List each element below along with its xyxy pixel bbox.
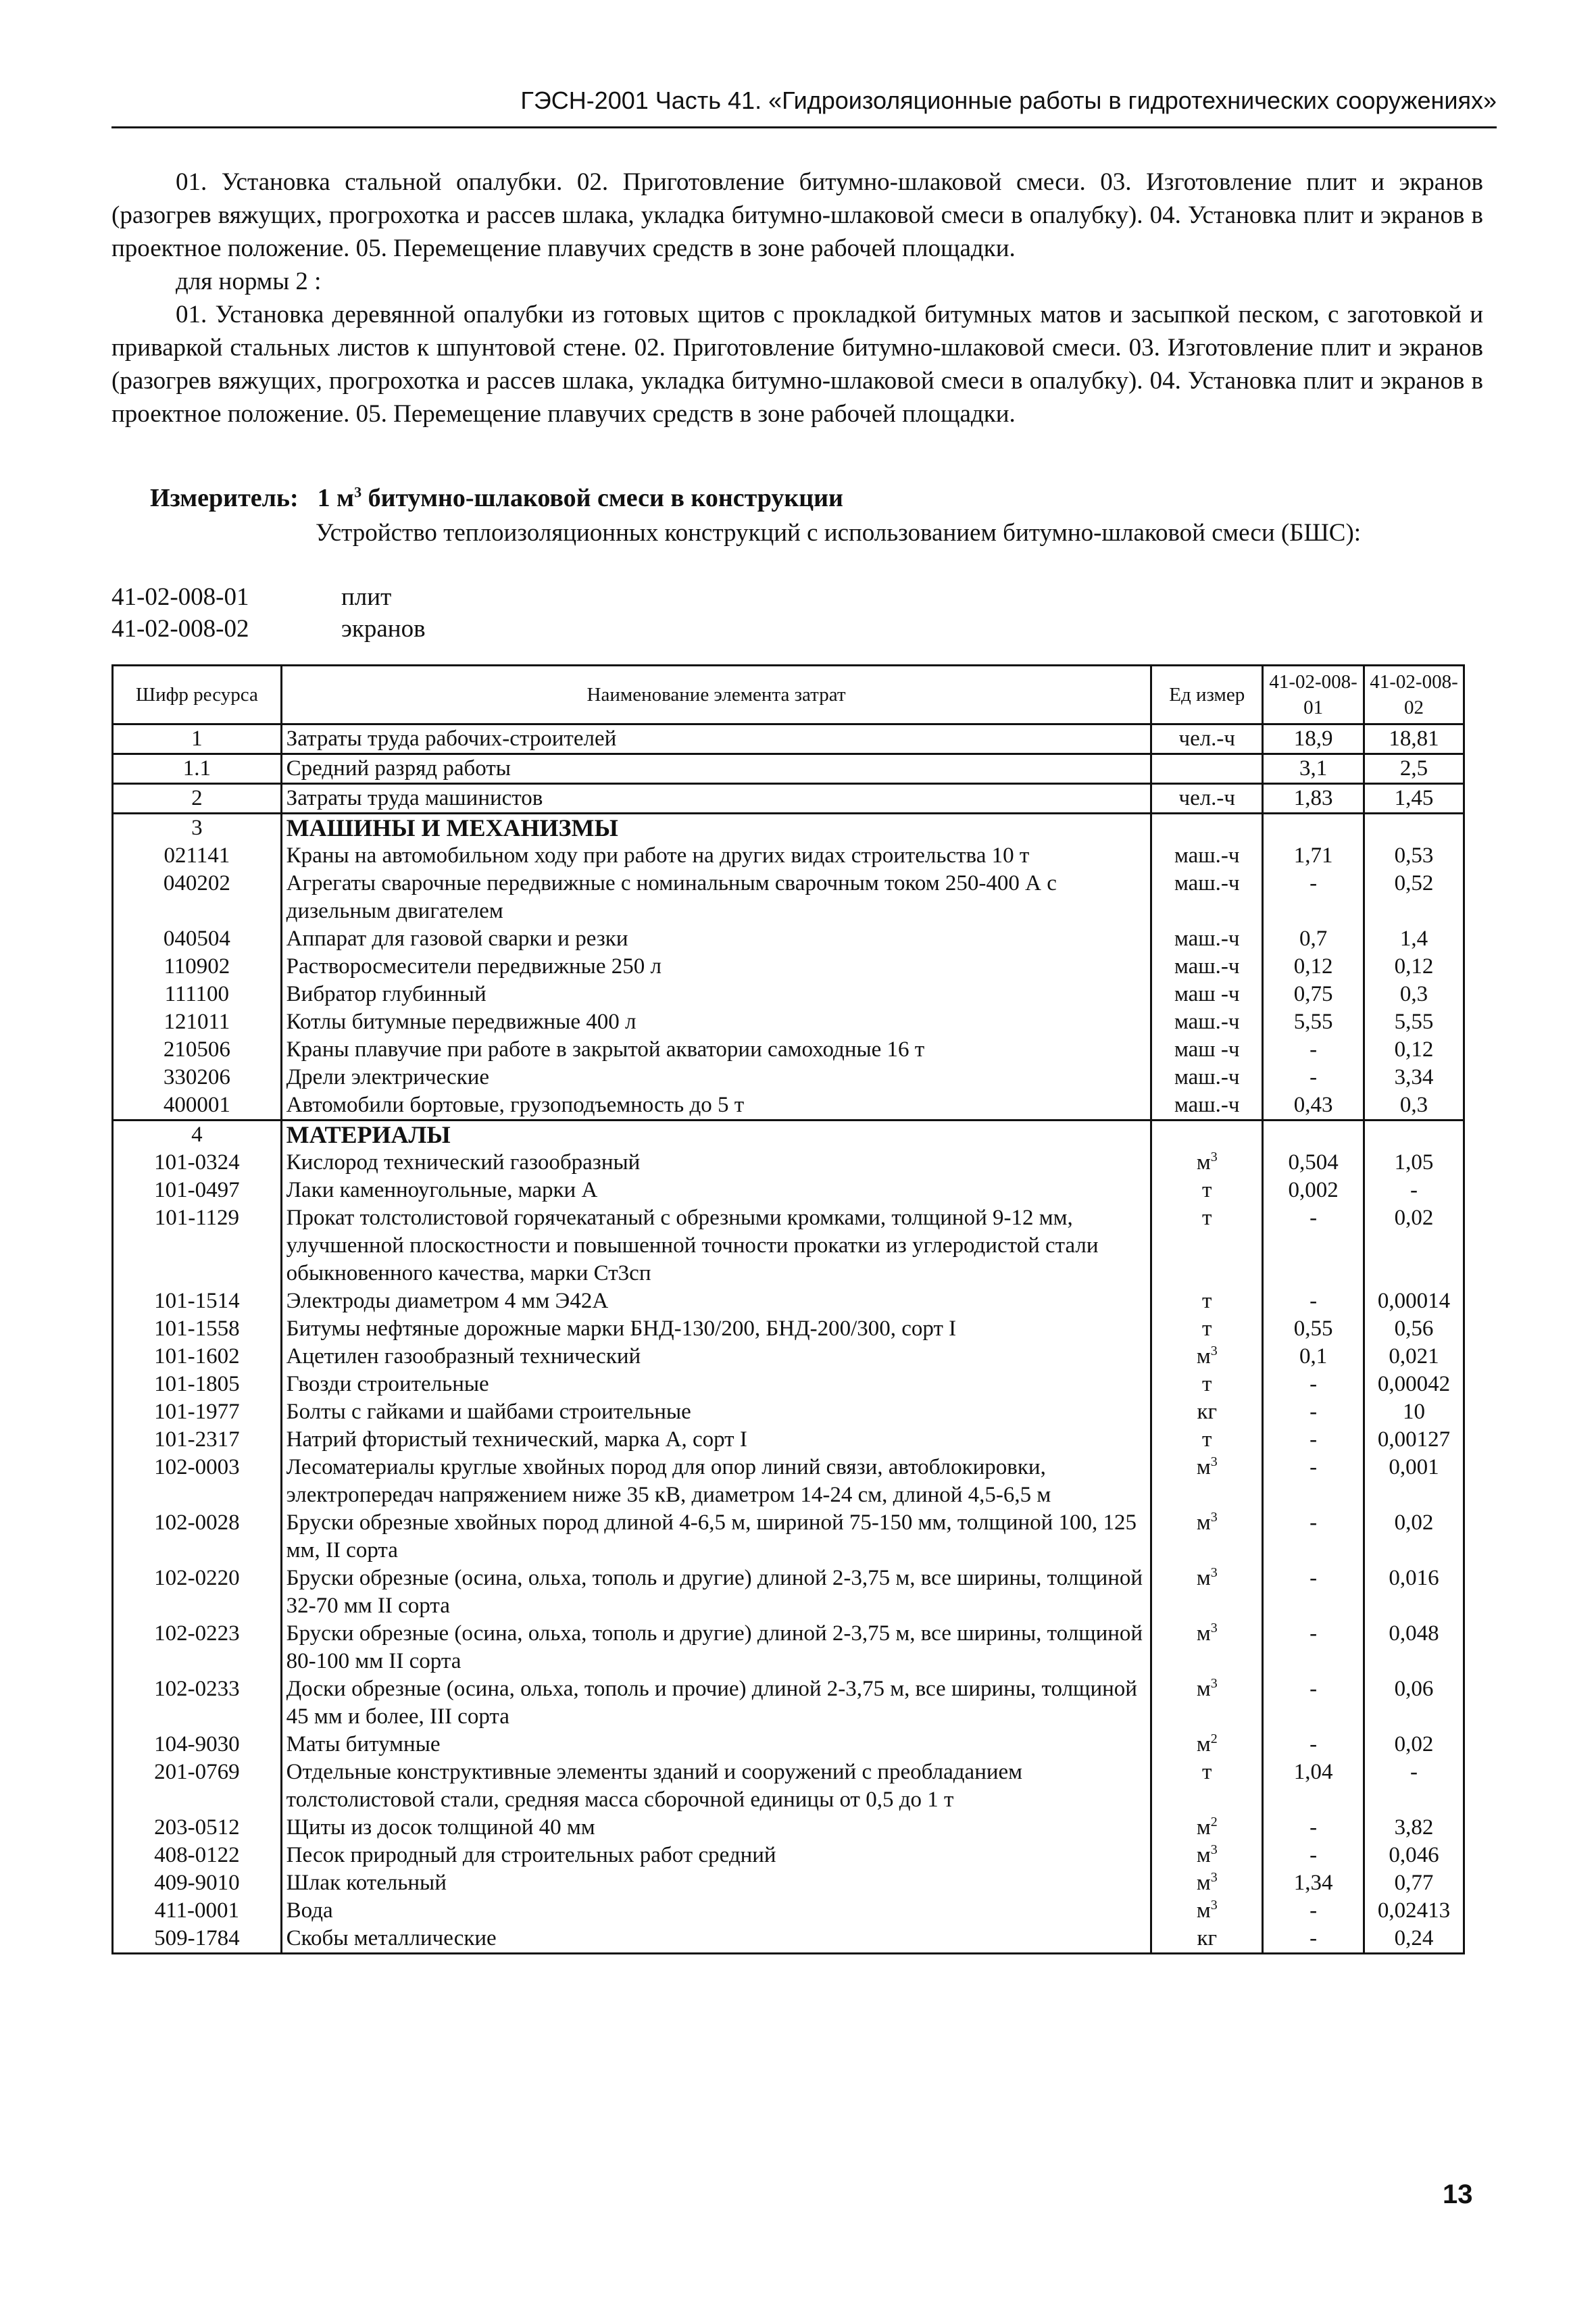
table-row — [113, 724, 1464, 754]
norm-2-value: 1,45 — [1364, 784, 1464, 814]
resource-name: Дрели электрические — [281, 1064, 1151, 1091]
norm-1-value: - — [1263, 1398, 1364, 1426]
norm-1-value: - — [1263, 1426, 1364, 1454]
norm-1-value: - — [1263, 870, 1364, 925]
norm-1-value — [1263, 814, 1364, 843]
table-row — [113, 953, 1464, 981]
table-row — [113, 1371, 1464, 1398]
resource-code: 102-0003 — [113, 1454, 282, 1509]
resource-name: Битумы нефтяные дорожные марки БНД-130/200, БНД-200/300, сорт I — [281, 1315, 1151, 1343]
norm-1-value: - — [1263, 1565, 1364, 1620]
resource-unit: маш -ч — [1151, 981, 1263, 1008]
norm-code-row — [111, 613, 426, 645]
measure-unit — [150, 483, 843, 513]
norm-1-value: - — [1263, 1287, 1364, 1315]
resource-unit: $м^3$ — [1151, 1509, 1263, 1565]
resource-name: Котлы битумные передвижные 400 л — [281, 1008, 1151, 1036]
norm-1-value: - — [1263, 1620, 1364, 1675]
table-row — [113, 1287, 1464, 1315]
table-row — [113, 784, 1464, 814]
resource-unit — [1151, 814, 1263, 843]
resource-code: 101-1129 — [113, 1204, 282, 1287]
resource-name: Лаки каменноугольные, марки А — [281, 1177, 1151, 1204]
resource-unit: $м^3$ — [1151, 1675, 1263, 1731]
resource-code: 021141 — [113, 842, 282, 870]
resource-name: МАШИНЫ И МЕХАНИЗМЫ — [281, 814, 1151, 843]
norm-1-value: - — [1263, 1064, 1364, 1091]
norm-code-name: экранов — [341, 615, 426, 643]
norm-2-value: 0,77 — [1364, 1869, 1464, 1897]
resource-code: 101-1514 — [113, 1287, 282, 1315]
resource-unit: маш.-ч — [1151, 870, 1263, 925]
resource-unit: т — [1151, 1758, 1263, 1814]
resource-unit: $м^3$ — [1151, 1620, 1263, 1675]
norm-2-value: 0,3 — [1364, 981, 1464, 1008]
norm-2-value: 0,56 — [1364, 1315, 1464, 1343]
resource-unit: т — [1151, 1426, 1263, 1454]
norm-2-value — [1364, 814, 1464, 843]
resource-code: 3 — [113, 814, 282, 843]
section-row — [113, 1121, 1464, 1150]
resource-code: 2 — [113, 784, 282, 814]
table-row — [113, 1064, 1464, 1091]
resource-name: Агрегаты сварочные передвижные с номинальным сварочным током 250-400 А с дизельным двигателем — [281, 870, 1151, 925]
resource-code: 102-0220 — [113, 1565, 282, 1620]
norm-2-value: 10 — [1364, 1398, 1464, 1426]
table-row — [113, 1008, 1464, 1036]
table-row — [113, 1343, 1464, 1371]
norm-2-label: для нормы 2 : — [176, 268, 322, 295]
resource-unit: $м^3$ — [1151, 1565, 1263, 1620]
resource-code: 203-0512 — [113, 1814, 282, 1842]
table-row — [113, 1091, 1464, 1121]
resource-code: 400001 — [113, 1091, 282, 1121]
norm-1-value: 1,83 — [1263, 784, 1364, 814]
norm-1-value: - — [1263, 1204, 1364, 1287]
norm-2-value: 0,00042 — [1364, 1371, 1464, 1398]
norm-2-value: 0,00127 — [1364, 1426, 1464, 1454]
norm-code-name: плит — [341, 583, 392, 611]
norm-2-value: 0,046 — [1364, 1842, 1464, 1869]
resource-unit: $м^2$ — [1151, 1814, 1263, 1842]
norm-1-value: 0,1 — [1263, 1343, 1364, 1371]
resource-code: 411-0001 — [113, 1897, 282, 1925]
norm-2-value: 3,82 — [1364, 1814, 1464, 1842]
norm-1-value: 5,55 — [1263, 1008, 1364, 1036]
resource-unit: $м^2$ — [1151, 1731, 1263, 1758]
table-row — [113, 1036, 1464, 1064]
table-row — [113, 1842, 1464, 1869]
resource-name: Щиты из досок толщиной 40 мм — [281, 1814, 1151, 1842]
resource-name: Электроды диаметром 4 мм Э42А — [281, 1287, 1151, 1315]
norm-1-operations: 01. Установка стальной опалубки. 02. Приготовление битумно-шлаковой смеси. 03. Изготовление плит и экранов (разогрев вяжущих, прогрохотка и рассев шлака, укладка битумно-шлаковой смеси в опалубку). 04. Установка плит и экранов в проектное положение. 05. Перемещение плавучих средств в зоне рабочей площадки. — [111, 168, 1483, 262]
resource-unit: $м^3$ — [1151, 1149, 1263, 1177]
table-row — [113, 1426, 1464, 1454]
resource-unit: маш.-ч — [1151, 953, 1263, 981]
resource-code: 409-9010 — [113, 1869, 282, 1897]
table-row — [113, 1398, 1464, 1426]
resource-unit: маш.-ч — [1151, 1091, 1263, 1121]
norm-2-value: 2,5 — [1364, 754, 1464, 784]
norm-2-value: 0,001 — [1364, 1454, 1464, 1509]
norm-2-value — [1364, 1121, 1464, 1150]
resource-name: Вибратор глубинный — [281, 981, 1151, 1008]
resource-code: 040504 — [113, 925, 282, 953]
norm-2-value: 0,52 — [1364, 870, 1464, 925]
resource-name: Прокат толстолистовой горячекатаный с обрезными кромками, толщиной 9-12 мм, улучшенной плоскостности и повышенной точности прокатки из углеродистой стали обыкновенного качества, марки Ст3сп — [281, 1204, 1151, 1287]
norm-2-value: 0,12 — [1364, 953, 1464, 981]
resource-unit: $м^3$ — [1151, 1454, 1263, 1509]
norm-1-value: 0,7 — [1263, 925, 1364, 953]
header-unit: Ед измер — [1151, 666, 1263, 724]
resource-name: Краны на автомобильном ходу при работе на других видах строительства 10 т — [281, 842, 1151, 870]
resource-code: 101-1602 — [113, 1343, 282, 1371]
page-number: 13 — [1443, 2180, 1473, 2209]
norm-1-value: 0,55 — [1263, 1315, 1364, 1343]
resource-code: 1.1 — [113, 754, 282, 784]
resource-unit: кг — [1151, 1925, 1263, 1954]
norm-2-value: 0,016 — [1364, 1565, 1464, 1620]
resource-code: 101-1558 — [113, 1315, 282, 1343]
resource-unit: кг — [1151, 1398, 1263, 1426]
resource-code: 330206 — [113, 1064, 282, 1091]
resource-unit — [1151, 1121, 1263, 1150]
resource-code: 110902 — [113, 953, 282, 981]
norm-1-value: - — [1263, 1371, 1364, 1398]
table-row — [113, 1454, 1464, 1509]
resource-name: Затраты труда рабочих-строителей — [281, 724, 1151, 754]
resource-unit: $м^3$ — [1151, 1842, 1263, 1869]
norm-code: 41-02-008-01 — [111, 583, 249, 611]
resource-code: 509-1784 — [113, 1925, 282, 1954]
resource-name: Болты с гайками и шайбами строительные — [281, 1398, 1151, 1426]
table-row — [113, 1925, 1464, 1954]
norm-1-value: 0,43 — [1263, 1091, 1364, 1121]
norm-2-value: 18,81 — [1364, 724, 1464, 754]
resource-code: 111100 — [113, 981, 282, 1008]
norm-2-value: 0,02 — [1364, 1509, 1464, 1565]
table-body — [113, 724, 1464, 1954]
header-name: Наименование элемента затрат — [281, 666, 1151, 724]
resource-code: 1 — [113, 724, 282, 754]
resource-name: Шлак котельный — [281, 1869, 1151, 1897]
resource-name: Кислород технический газообразный — [281, 1149, 1151, 1177]
norm-2-value: 0,12 — [1364, 1036, 1464, 1064]
norm-1-value: - — [1263, 1036, 1364, 1064]
resource-name: Аппарат для газовой сварки и резки — [281, 925, 1151, 953]
resource-code: 210506 — [113, 1036, 282, 1064]
resource-code: 4 — [113, 1121, 282, 1150]
resource-code: 102-0233 — [113, 1675, 282, 1731]
resource-unit: маш.-ч — [1151, 842, 1263, 870]
resource-name: Автомобили бортовые, грузоподъемность до 5 т — [281, 1091, 1151, 1121]
norm-2-value: 0,02 — [1364, 1204, 1464, 1287]
resource-code: 102-0223 — [113, 1620, 282, 1675]
table-row — [113, 1731, 1464, 1758]
resource-code: 101-1805 — [113, 1371, 282, 1398]
resource-unit: $м^3$ — [1151, 1343, 1263, 1371]
table-row — [113, 1204, 1464, 1287]
header-norm-2: 41-02-008-02 — [1364, 666, 1464, 724]
table-row — [113, 842, 1464, 870]
resource-unit: чел.-ч — [1151, 784, 1263, 814]
norm-2-value: - — [1364, 1177, 1464, 1204]
norm-2-value: 3,34 — [1364, 1064, 1464, 1091]
table-row — [113, 1177, 1464, 1204]
section-row — [113, 814, 1464, 843]
resource-unit — [1151, 754, 1263, 784]
table-row — [113, 1149, 1464, 1177]
resource-name: Бруски обрезные (осина, ольха, тополь и другие) длиной 2-3,75 м, все ширины, толщиной 32-70 мм II сорта — [281, 1565, 1151, 1620]
resource-name: Отдельные конструктивные элементы зданий и сооружений с преобладанием толстолистовой стали, средняя масса сборочной единицы от 0,5 до 1 т — [281, 1758, 1151, 1814]
resource-code: 101-0497 — [113, 1177, 282, 1204]
measure-label: Измеритель: — [150, 484, 299, 512]
header-rule — [111, 126, 1497, 128]
table-row — [113, 754, 1464, 784]
table-row — [113, 1869, 1464, 1897]
header-code: Шифр ресурса — [113, 666, 282, 724]
norm-1-value: 0,504 — [1263, 1149, 1364, 1177]
resource-unit: чел.-ч — [1151, 724, 1263, 754]
norm-2-value: 0,24 — [1364, 1925, 1464, 1954]
resource-table — [111, 664, 1465, 1954]
norm-2-value: 0,00014 — [1364, 1287, 1464, 1315]
norm-2-value: 0,53 — [1364, 842, 1464, 870]
norm-2-value: 1,05 — [1364, 1149, 1464, 1177]
table-row — [113, 1758, 1464, 1814]
resource-name: Затраты труда машинистов — [281, 784, 1151, 814]
resource-name: Доски обрезные (осина, ольха, тополь и прочие) длиной 2-3,75 м, все ширины, толщиной 45 мм и более, III сорта — [281, 1675, 1151, 1731]
resource-name: Скобы металлические — [281, 1925, 1151, 1954]
resource-code: 101-0324 — [113, 1149, 282, 1177]
norm-1-value: 0,002 — [1263, 1177, 1364, 1204]
resource-unit: т — [1151, 1371, 1263, 1398]
table-row — [113, 925, 1464, 953]
resource-name: Гвозди строительные — [281, 1371, 1151, 1398]
resource-unit: $м^3$ — [1151, 1869, 1263, 1897]
table-row — [113, 1620, 1464, 1675]
norm-2-value: 0,3 — [1364, 1091, 1464, 1121]
resource-unit: т — [1151, 1204, 1263, 1287]
resource-name: Краны плавучие при работе в закрытой акватории самоходные 16 т — [281, 1036, 1151, 1064]
norm-1-value: 0,75 — [1263, 981, 1364, 1008]
norm-1-value: 0,12 — [1263, 953, 1364, 981]
resource-code: 101-2317 — [113, 1426, 282, 1454]
norm-1-value: 1,71 — [1263, 842, 1364, 870]
resource-code: 101-1977 — [113, 1398, 282, 1426]
resource-unit: $м^3$ — [1151, 1897, 1263, 1925]
resource-name: Бруски обрезные хвойных пород длиной 4-6,5 м, шириной 75-150 мм, толщиной 100, 125 мм, II сорта — [281, 1509, 1151, 1565]
norm-2-value: 1,4 — [1364, 925, 1464, 953]
resource-name: Бруски обрезные (осина, ольха, тополь и другие) длиной 2-3,75 м, все ширины, толщиной 80-100 мм II сорта — [281, 1620, 1151, 1675]
resource-unit: т — [1151, 1315, 1263, 1343]
norm-codes — [111, 581, 426, 645]
norm-2-value: 0,048 — [1364, 1620, 1464, 1675]
norm-1-value: - — [1263, 1454, 1364, 1509]
norm-2-value: - — [1364, 1758, 1464, 1814]
resource-code: 040202 — [113, 870, 282, 925]
resource-unit: т — [1151, 1177, 1263, 1204]
resource-unit: маш.-ч — [1151, 1064, 1263, 1091]
resource-code: 102-0028 — [113, 1509, 282, 1565]
norm-2-value: 5,55 — [1364, 1008, 1464, 1036]
resource-name: Маты битумные — [281, 1731, 1151, 1758]
norm-code-row — [111, 581, 426, 613]
resource-code: 104-9030 — [113, 1731, 282, 1758]
norm-1-value: 18,9 — [1263, 724, 1364, 754]
norm-1-value: 1,34 — [1263, 1869, 1364, 1897]
norm-2-value: 0,06 — [1364, 1675, 1464, 1731]
table-row — [113, 1315, 1464, 1343]
resource-name: Средний разряд работы — [281, 754, 1151, 784]
norm-2-value: 0,02413 — [1364, 1897, 1464, 1925]
resource-name: Растворосмесители передвижные 250 л — [281, 953, 1151, 981]
resource-code: 121011 — [113, 1008, 282, 1036]
norm-2-value: 0,02 — [1364, 1731, 1464, 1758]
resource-code: 408-0122 — [113, 1842, 282, 1869]
norm-1-value: - — [1263, 1842, 1364, 1869]
table-row — [113, 981, 1464, 1008]
resource-name: Натрий фтористый технический, марка А, сорт I — [281, 1426, 1151, 1454]
header-norm-1: 41-02-008-01 — [1263, 666, 1364, 724]
resource-unit: т — [1151, 1287, 1263, 1315]
norm-1-value: - — [1263, 1509, 1364, 1565]
resource-name: МАТЕРИАЛЫ — [281, 1121, 1151, 1150]
norm-1-value — [1263, 1121, 1364, 1150]
norm-1-value: - — [1263, 1675, 1364, 1731]
work-title: Устройство теплоизоляционных конструкций с использованием битумно-шлаковой смеси (БШС): — [316, 519, 1362, 547]
resource-name: Вода — [281, 1897, 1151, 1925]
table-row — [113, 1897, 1464, 1925]
norm-code: 41-02-008-02 — [111, 615, 249, 643]
resource-code: 201-0769 — [113, 1758, 282, 1814]
norm-1-value: - — [1263, 1731, 1364, 1758]
norm-1-value: 1,04 — [1263, 1758, 1364, 1814]
table-row — [113, 1565, 1464, 1620]
resource-unit: маш.-ч — [1151, 1008, 1263, 1036]
resource-name: Песок природный для строительных работ средний — [281, 1842, 1151, 1869]
table-row — [113, 1509, 1464, 1565]
norm-1-value: 3,1 — [1263, 754, 1364, 784]
norm-1-value: - — [1263, 1925, 1364, 1954]
table-row — [113, 1675, 1464, 1731]
running-header: ГЭСН-2001 Часть 41. «Гидроизоляционные работы в гидротехнических сооружениях» — [520, 87, 1497, 114]
norm-2-value: 0,021 — [1364, 1343, 1464, 1371]
table-header-row — [113, 666, 1464, 724]
table-row — [113, 870, 1464, 925]
resource-name: Ацетилен газообразный технический — [281, 1343, 1151, 1371]
norm-1-value: - — [1263, 1897, 1364, 1925]
norm-2-operations: 01. Установка деревянной опалубки из готовых щитов с прокладкой битумных матов и засыпкой песком, с заготовкой и приваркой стальных листов к шпунтовой стене. 02. Приготовление битумно-шлаковой смеси. 03. Изготовление плит и экранов (разогрев вяжущих, прогрохотка и рассев шлака, укладка битумно-шлаковой смеси в опалубку). 04. Установка плит и экранов в проектное положение. 05. Перемещение плавучих средств в зоне рабочей площадки. — [111, 301, 1483, 428]
resource-unit: маш -ч — [1151, 1036, 1263, 1064]
measure-value: 1 $м^3$ битумно-шлаковой смеси в конструкции — [317, 483, 843, 512]
work-composition — [111, 166, 1483, 430]
resource-unit: маш.-ч — [1151, 925, 1263, 953]
table-row — [113, 1814, 1464, 1842]
norm-1-value: - — [1263, 1814, 1364, 1842]
resource-name: Лесоматериалы круглые хвойных пород для опор линий связи, автоблокировки, электропередач напряжением ниже 35 кВ, диаметром 14-24 см, длиной 4,5-6,5 м — [281, 1454, 1151, 1509]
